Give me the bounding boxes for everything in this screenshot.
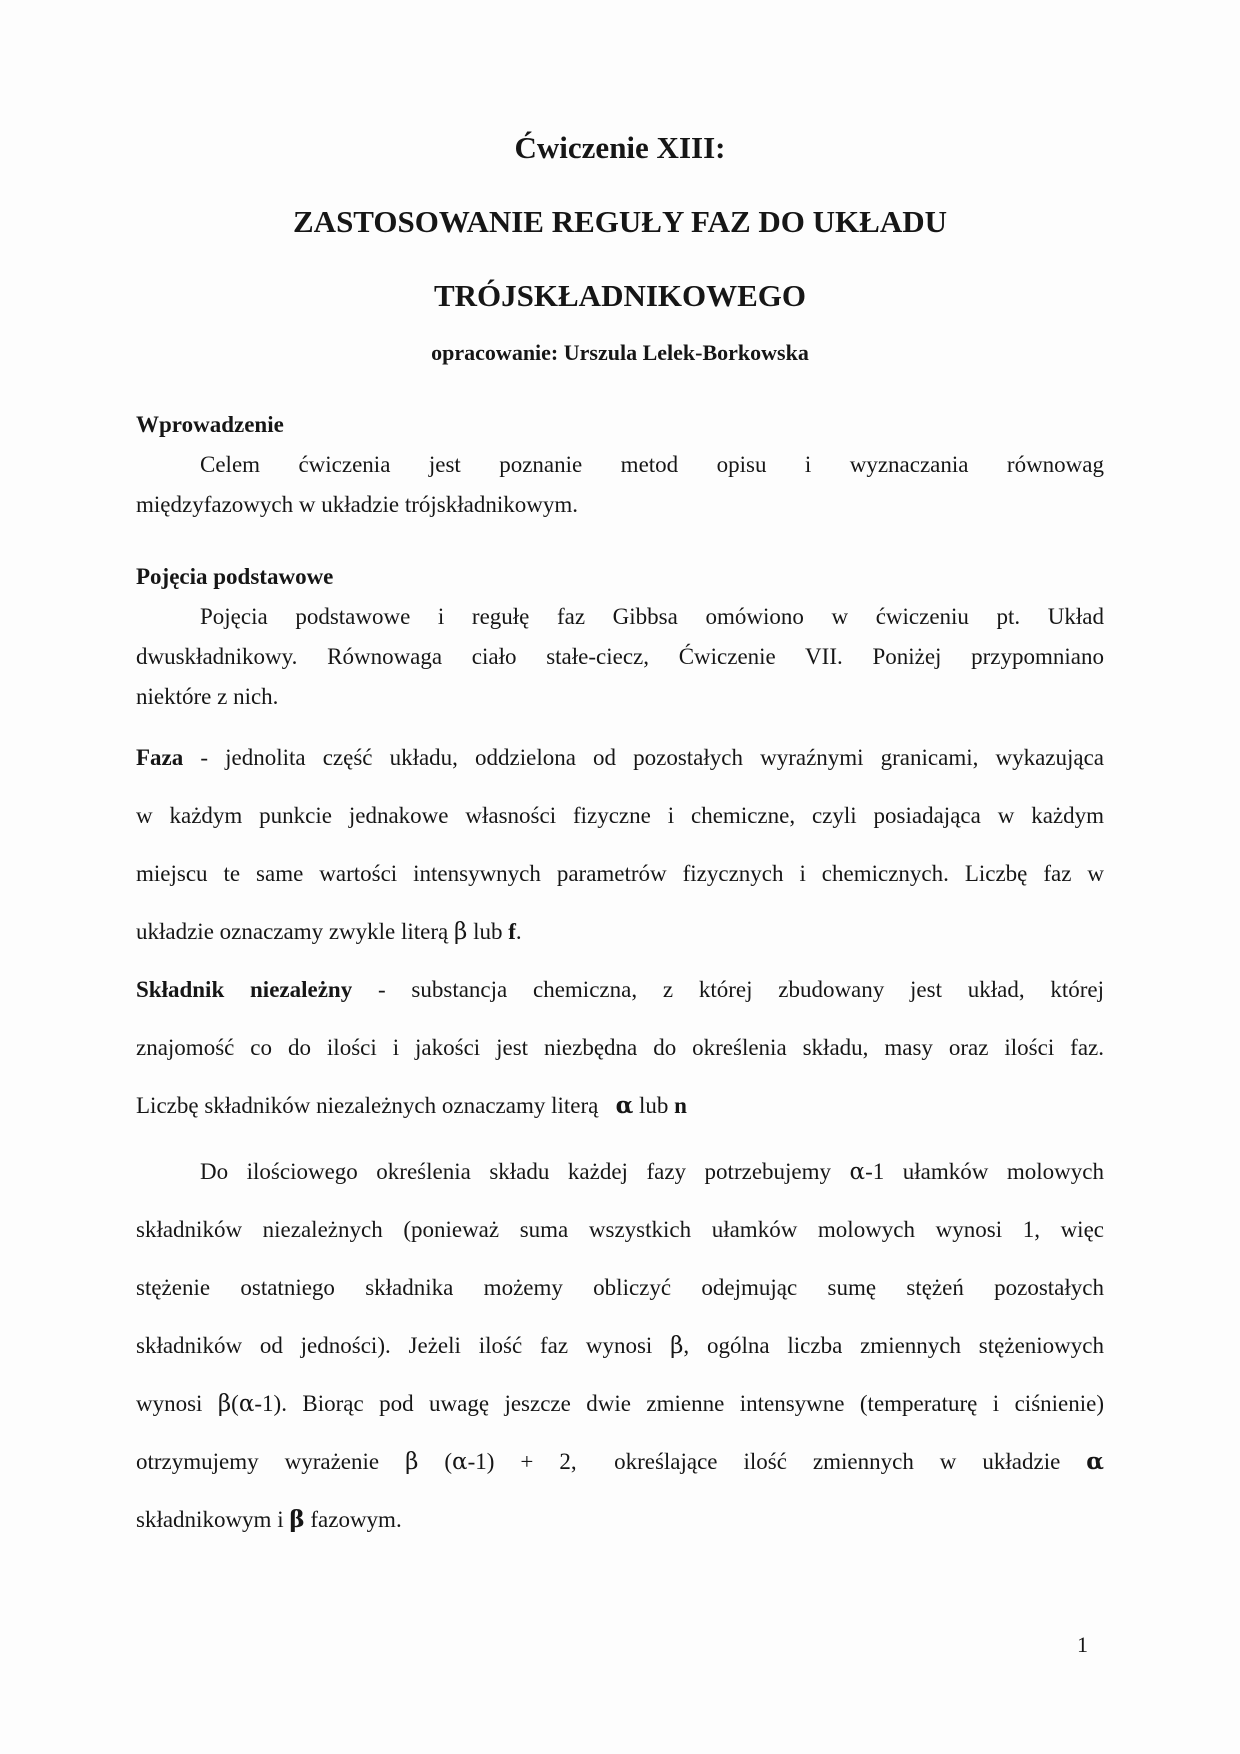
text-run: stężenie ostatniego składnika możemy obliczyć odejmując sumę stężeń pozostałych — [136, 1275, 1104, 1300]
text-line — [136, 445, 1104, 485]
text-run: . — [515, 919, 522, 944]
text-line — [136, 637, 1104, 677]
text-line — [136, 1491, 1104, 1549]
greek-symbol: α — [452, 1449, 468, 1475]
text-run: ( — [231, 1391, 239, 1416]
text-line — [136, 1259, 1104, 1317]
text-run: znajomość co do ilości i jakości jest niezbędna do określenia składu, masy oraz ilości faz. — [136, 1035, 1104, 1060]
text-run: ( — [418, 1449, 453, 1474]
document-title-line-3: TRÓJSKŁADNIKOWEGO — [433, 278, 807, 313]
greek-symbol: β — [670, 1333, 684, 1359]
text-run: -1) + 2, określające ilość zmiennych w układzie — [467, 1449, 1087, 1474]
text-run: -1). Biorąc pod uwagę jeszcze dwie zmienne intensywne (temperaturę i ciśnienie) — [254, 1391, 1105, 1416]
document-title-line-2: ZASTOSOWANIE REGUŁY FAZ DO UKŁADU — [293, 204, 947, 239]
greek-symbol: α — [615, 1092, 634, 1119]
text-run: otrzymujemy wyrażenie — [136, 1449, 406, 1474]
document-body — [136, 405, 1104, 1549]
page-number: 1 — [1077, 1632, 1088, 1657]
text-run: Liczbę składników niezależnych oznaczamy literą — [136, 1093, 616, 1118]
text-run: -1 ułamków molowych — [865, 1159, 1104, 1184]
text-run: Pojęcia podstawowe i regułę faz Gibbsa omówiono w ćwiczeniu pt. Układ — [200, 604, 1104, 629]
text-line — [136, 1077, 1104, 1135]
body-paragraph — [136, 445, 1104, 525]
section-heading: Pojęcia podstawowe — [136, 564, 334, 589]
text-line — [136, 729, 1104, 787]
body-paragraph — [136, 1143, 1104, 1549]
greek-symbol: β — [454, 919, 468, 945]
text-run: międzyfazowych w układzie trójskładnikowym. — [136, 492, 578, 517]
text-run: Składnik niezależny — [136, 977, 353, 1002]
text-run: , ogólna liczba zmiennych stężeniowych — [683, 1333, 1104, 1358]
text-line — [136, 1143, 1104, 1201]
text-run: f — [508, 919, 516, 944]
page-content — [136, 0, 1104, 1549]
text-line — [136, 1019, 1104, 1077]
text-run: składników od jedności). Jeżeli ilość faz wynosi — [136, 1333, 671, 1358]
greek-symbol: α — [849, 1159, 866, 1185]
text-run: - substancja chemiczna, z której zbudowany jest układ, której — [352, 977, 1105, 1002]
text-run: n — [674, 1093, 687, 1118]
greek-symbol: β — [289, 1506, 305, 1533]
text-run: - jednolita część układu, oddzielona od pozostałych wyraźnymi granicami, wykazująca — [183, 745, 1104, 770]
document-title-line-1: Ćwiczenie XIII: — [514, 130, 726, 165]
text-line — [136, 677, 1104, 717]
body-paragraph — [136, 961, 1104, 1135]
text-run: Celem ćwiczenia jest poznanie metod opisu i wyznaczania równowag — [200, 452, 1104, 477]
text-run: w każdym punkcie jednakowe własności fizyczne i chemiczne, czyli posiadająca w każdym — [136, 803, 1104, 828]
text-line — [136, 597, 1104, 637]
text-run: Do ilościowego określenia składu każdej fazy potrzebujemy — [200, 1159, 850, 1184]
greek-symbol: α — [238, 1391, 255, 1417]
text-line — [136, 903, 1104, 961]
text-line — [136, 1433, 1104, 1491]
text-run: miejscu te same wartości intensywnych parametrów fizycznych i chemicznych. Liczbę faz w — [136, 861, 1104, 886]
body-paragraph — [136, 597, 1104, 717]
text-line — [136, 1201, 1104, 1259]
text-run: składników niezależnych (ponieważ suma wszystkich ułamków molowych wynosi 1, więc — [136, 1217, 1104, 1242]
greek-symbol: β — [405, 1449, 419, 1475]
section-heading: Wprowadzenie — [136, 412, 284, 437]
text-run: składnikowym i — [136, 1507, 290, 1532]
text-line — [136, 1317, 1104, 1375]
text-run: wynosi — [136, 1391, 218, 1416]
document-byline: opracowanie: Urszula Lelek-Borkowska — [431, 340, 809, 365]
text-run: Faza — [136, 745, 184, 770]
text-run: niektóre z nich. — [136, 684, 279, 709]
greek-symbol: β — [217, 1391, 232, 1417]
greek-symbol: α — [1086, 1448, 1104, 1475]
text-line — [136, 787, 1104, 845]
body-paragraph — [136, 729, 1104, 961]
text-run: lub — [467, 919, 509, 944]
text-line — [136, 485, 1104, 525]
text-line — [136, 961, 1104, 1019]
text-run: lub — [633, 1093, 675, 1118]
text-line — [136, 845, 1104, 903]
text-run: układzie oznaczamy zwykle literą — [136, 919, 455, 944]
text-line — [136, 1375, 1104, 1433]
text-run: dwuskładnikowy. Równowaga ciało stałe-ciecz, Ćwiczenie VII. Poniżej przypomniano — [136, 644, 1104, 669]
text-run: fazowym. — [304, 1507, 402, 1532]
